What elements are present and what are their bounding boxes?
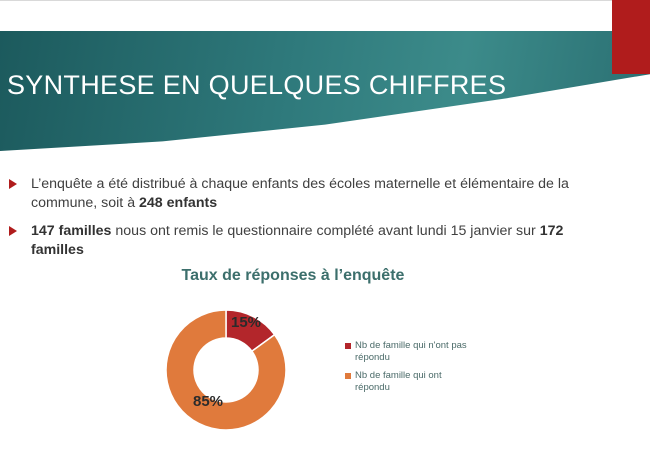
- bullet-text-bold: 147 familles: [31, 223, 112, 239]
- chart-title: Taux de réponses à l’enquête: [181, 267, 405, 284]
- legend-item: [345, 370, 475, 394]
- legend-swatch: [345, 373, 351, 379]
- legend-swatch: [345, 343, 351, 349]
- legend-item: [345, 340, 475, 364]
- legend-label: Nb de famille qui n'ont pas répondu: [355, 340, 467, 363]
- slide-title: SYNTHESE EN QUELQUES CHIFFRES: [7, 70, 507, 100]
- bullet-text-part: L’enquête a été distribué à chaque enfants des écoles maternelle et élémentaire de la commune, soit à: [31, 176, 569, 211]
- bullet-text-bold: 248 enfants: [139, 194, 218, 211]
- legend-label: Nb de famille qui ont répondu: [355, 370, 442, 393]
- data-label: 15%: [230, 314, 262, 331]
- bullet-text-bold: 172 familles: [31, 223, 564, 258]
- chart-legend: [345, 340, 475, 400]
- data-label: 85%: [192, 393, 224, 410]
- bullet-text-part: nous ont remis le questionnaire complété avant lundi 15 janvier sur: [111, 223, 540, 239]
